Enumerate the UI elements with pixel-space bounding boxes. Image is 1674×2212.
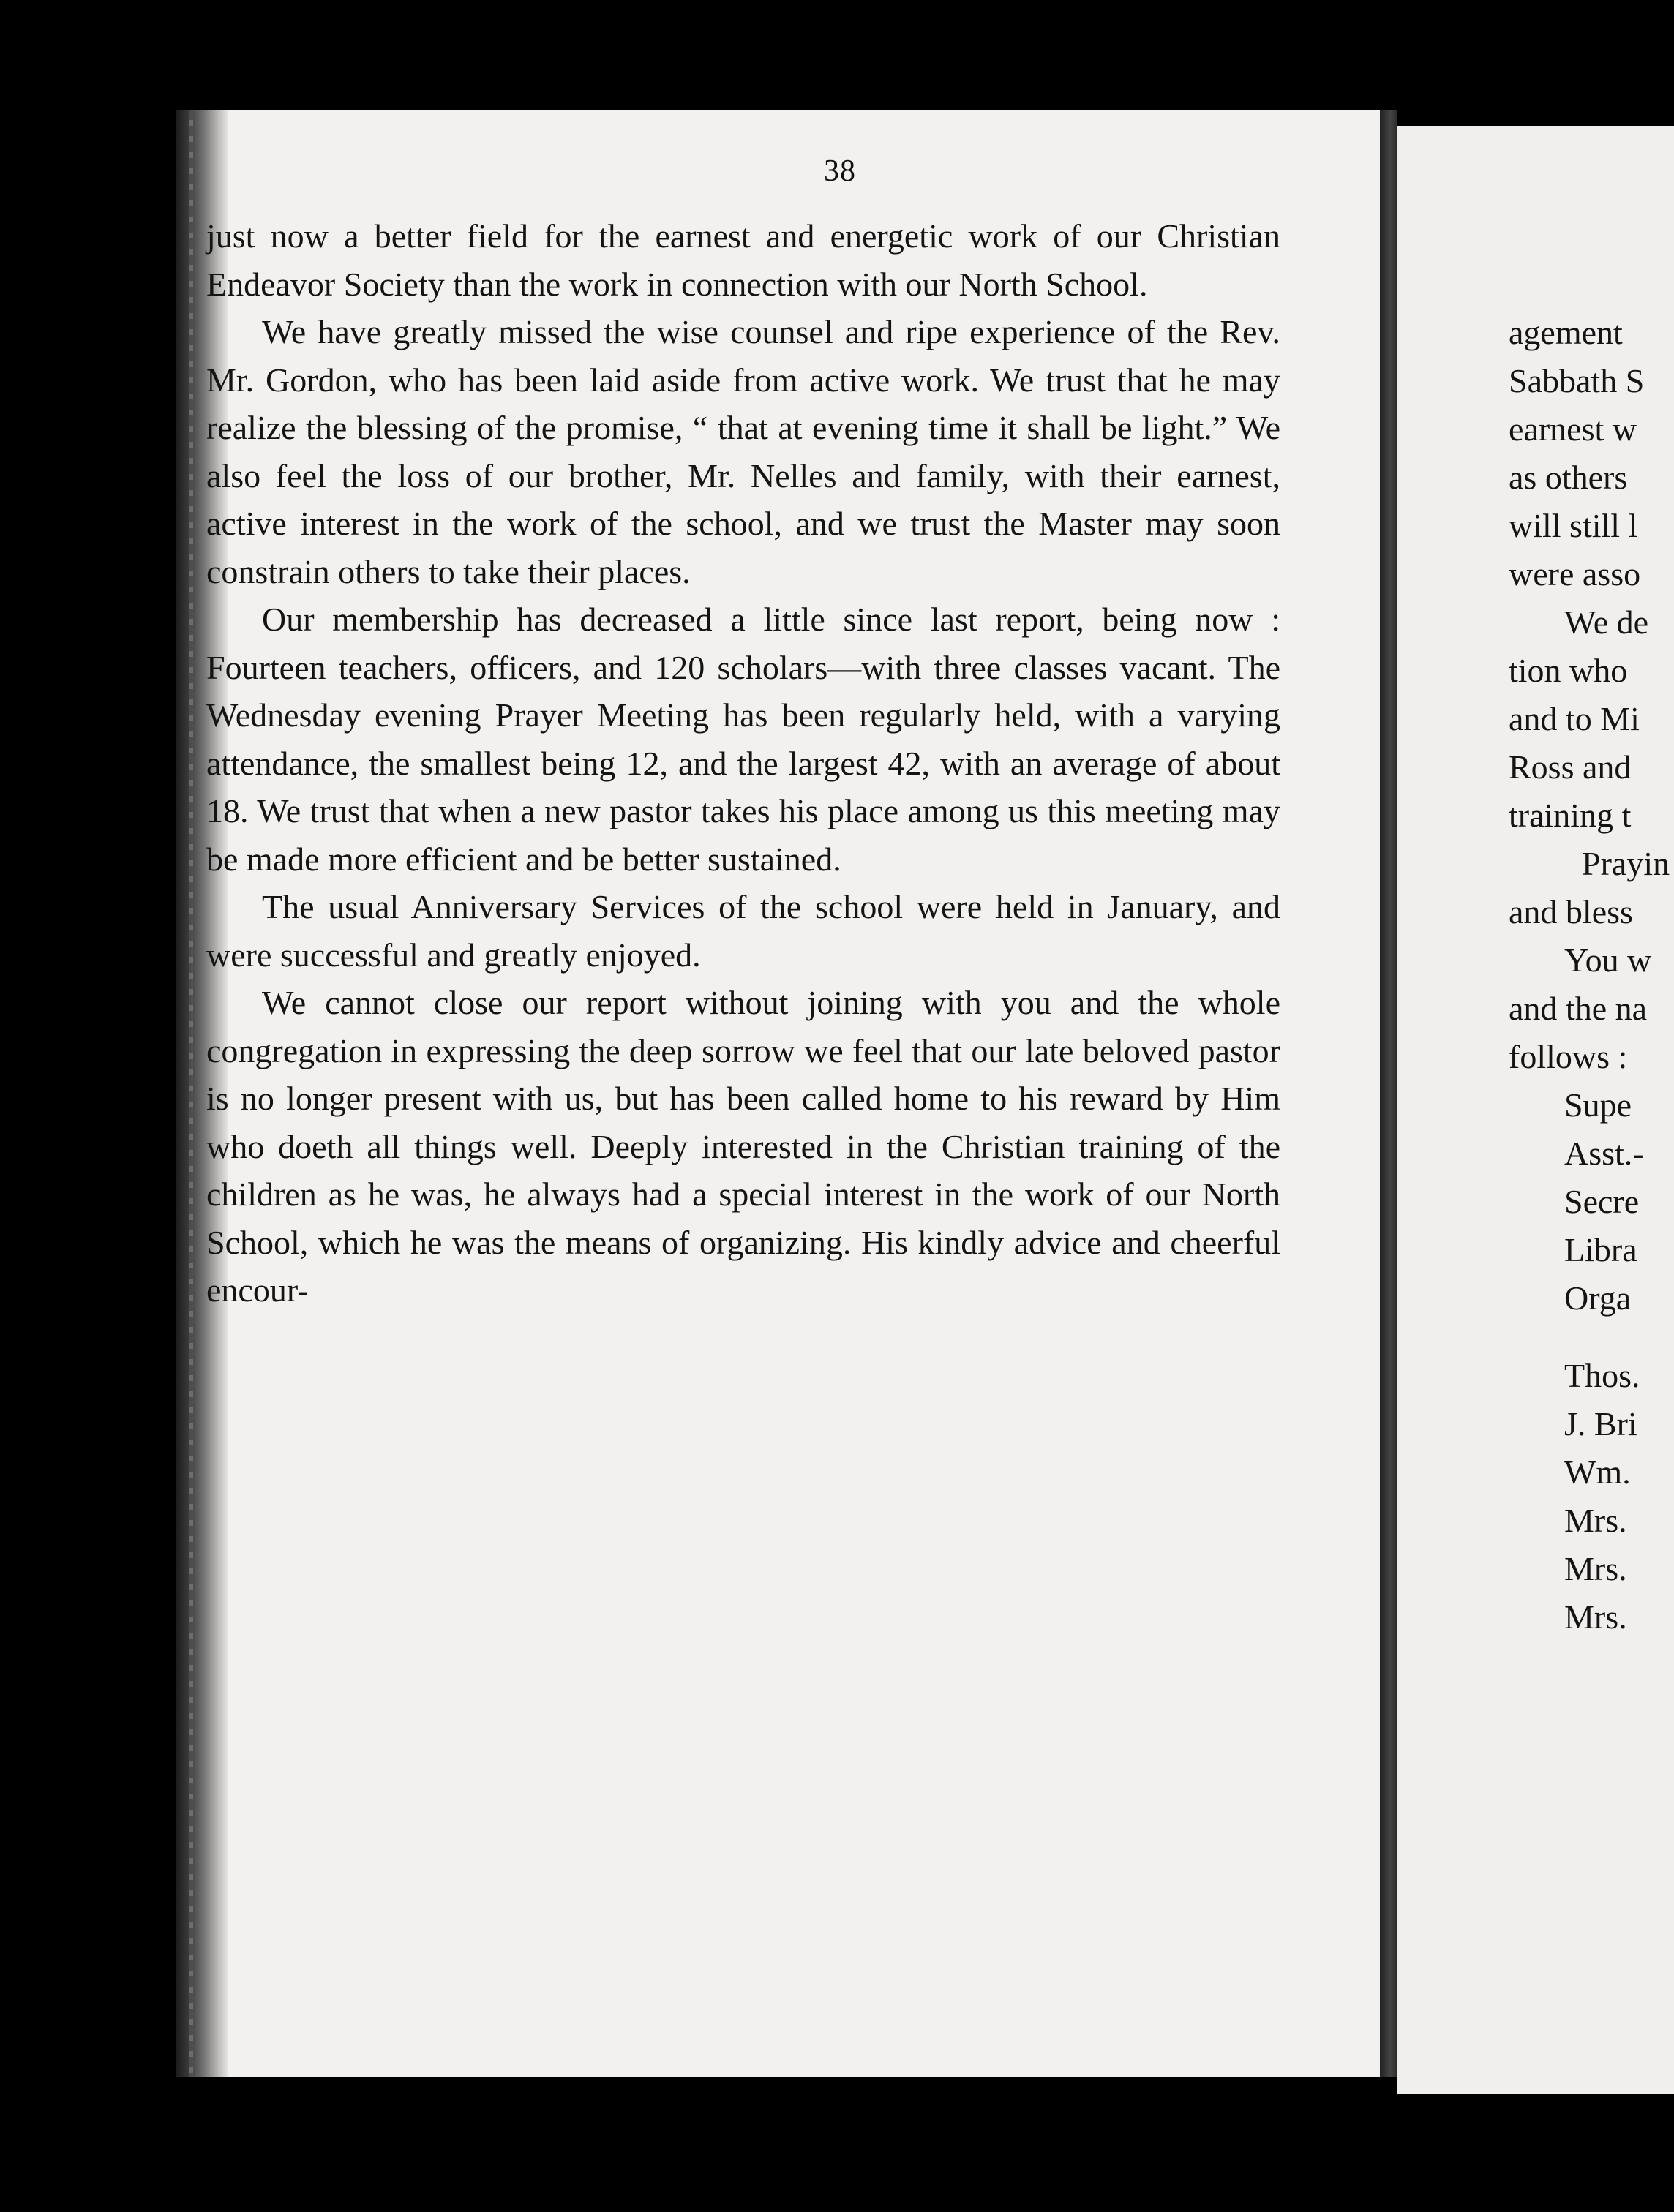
right-page <box>1397 126 1674 2094</box>
right-line: were asso <box>1509 555 1641 592</box>
left-page-text <box>206 212 1280 1314</box>
spacer <box>1509 1323 1670 1352</box>
teacher-line: Wm. <box>1564 1453 1631 1491</box>
teacher-line: Mrs. <box>1564 1550 1627 1587</box>
right-line: follows : <box>1509 1038 1628 1075</box>
paragraph-2: We have greatly missed the wise counsel and ripe experience of the Rev. Mr. Gordon, who has been laid aside from active work. We trust that he may realize the blessing of the promise, “ that at evening time it shall be light.” We also feel the loss of our brother, Mr. Nelles and family, with their earnest, active interest in the work of the school, and we trust the Master may soon constrain others to take their places. <box>206 313 1280 590</box>
right-line: earnest w <box>1509 410 1637 448</box>
teacher-line: J. Bri <box>1564 1405 1637 1442</box>
page-number: 38 <box>824 154 856 188</box>
paragraph-3: Our membership has decreased a little since last report, being now : Fourteen teachers, officers, and 120 scholars—with three classes vacant. The Wednesday evening Prayer Meeting has been regularly held, with a varying attendance, the smallest being 12, and the largest 42, with an average of about 18. We trust that when a new pastor takes his place among us this meeting may be made more efficient and be better sustained. <box>206 601 1280 878</box>
right-line: and the na <box>1509 990 1648 1027</box>
right-page-text <box>1509 309 1670 1641</box>
teacher-line: Mrs. <box>1564 1502 1627 1539</box>
officer-line: Supe <box>1564 1086 1632 1124</box>
officer-line: Orga <box>1564 1279 1632 1317</box>
paragraph-4: The usual Anniversary Services of the school were held in January, and were successful and greatly enjoyed. <box>206 888 1280 974</box>
right-line: Ross and <box>1509 748 1632 786</box>
right-line: will still l <box>1509 507 1638 544</box>
teacher-line: Thos. <box>1564 1357 1640 1394</box>
officer-line: Secre <box>1564 1183 1640 1220</box>
right-line: You w <box>1564 941 1652 979</box>
right-line: Sabbath S <box>1509 362 1645 399</box>
paragraph-5: We cannot close our report without joining with you and the whole congregation in expressing the deep sorrow we feel that our late beloved pastor is no longer present with us, but has been called home to his reward by Him who doeth all things well. Deeply interested in the Christian training of the children as he was, he always had a special interest in the work of our North School, which he was the means of organizing. His kindly advice and cheerful encour- <box>206 984 1280 1309</box>
right-line: as others <box>1509 459 1628 496</box>
right-line: agement <box>1509 314 1623 351</box>
officer-line: Libra <box>1564 1231 1637 1268</box>
teacher-line: Mrs. <box>1564 1598 1627 1636</box>
paragraph-1: just now a better field for the earnest and energetic work of our Christian Endeavor Society than the work in connection with our North School. <box>206 217 1280 303</box>
officer-line: Asst.- <box>1564 1135 1644 1172</box>
right-line: We de <box>1564 603 1649 641</box>
right-line: tion who <box>1509 652 1628 689</box>
right-line: training t <box>1509 797 1632 834</box>
right-line: and to Mi <box>1509 700 1640 737</box>
right-line: and bless <box>1509 893 1633 930</box>
book-gutter <box>1380 110 1397 2077</box>
right-line: Prayin <box>1582 845 1670 882</box>
